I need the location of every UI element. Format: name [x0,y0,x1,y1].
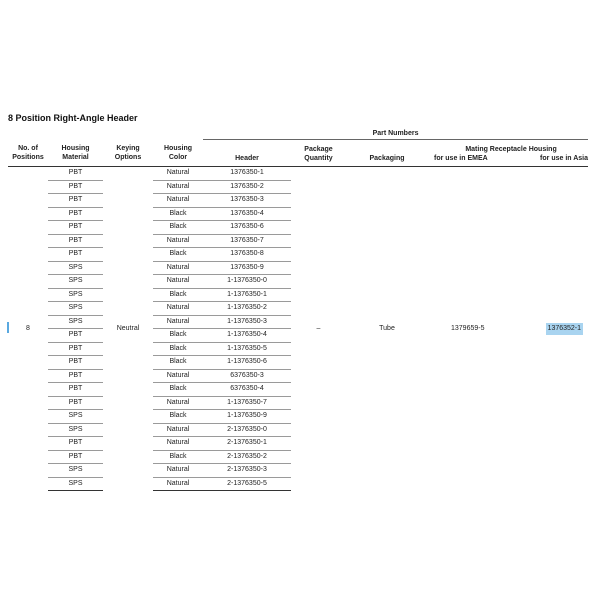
col-header-header: Header [203,140,291,167]
header-part-cell: 1-1376350-4 [203,329,291,343]
material-cell: PBT [48,248,103,262]
col-header-material-line1: Housing [61,145,90,152]
material-cell: SPS [48,423,103,437]
material-cell: SPS [48,288,103,302]
color-cell: Natural [153,167,203,181]
color-cell: Natural [153,464,203,478]
col-header-mating [428,140,588,167]
header-part-cell: 2-1376350-3 [203,464,291,478]
col-header-mating-title: Mating Receptacle Housing [465,146,557,153]
col-header-package-qty-line1: Package [304,146,333,153]
header-part-cell: 1376350-3 [203,194,291,208]
material-cell: SPS [48,261,103,275]
color-cell: Natural [153,423,203,437]
color-cell: Black [153,410,203,424]
col-header-color-line2: Color [168,154,188,161]
color-cell: Black [153,450,203,464]
material-cell: SPS [48,464,103,478]
col-header-asia: for use in Asia [540,155,589,162]
header-part-cell: 1-1376350-2 [203,302,291,316]
col-header-keying [103,127,153,167]
color-cell: Natural [153,369,203,383]
color-cell: Black [153,288,203,302]
material-cell: PBT [48,383,103,397]
color-cell: Natural [153,180,203,194]
header-part-cell: 1-1376350-1 [203,288,291,302]
header-part-cell: 6376350-4 [203,383,291,397]
material-cell: PBT [48,356,103,370]
col-header-color [153,127,203,167]
header-part-cell: 1376350-7 [203,234,291,248]
material-cell: SPS [48,302,103,316]
header-part-cell: 1-1376350-5 [203,342,291,356]
package-qty-cell [291,167,346,491]
material-cell: PBT [48,342,103,356]
header-part-cell: 1376350-8 [203,248,291,262]
color-cell: Natural [153,275,203,289]
mating-values [429,323,587,335]
keying-cell [103,167,153,491]
material-cell: PBT [48,369,103,383]
header-part-cell: 6376350-3 [203,369,291,383]
header-part-cell: 1-1376350-0 [203,275,291,289]
col-header-packaging: Packaging [346,140,428,167]
color-cell: Black [153,221,203,235]
col-header-keying-line2: Options [114,154,142,161]
packaging-cell [346,167,428,491]
material-cell: PBT [48,167,103,181]
material-cell: PBT [48,329,103,343]
col-header-color-line1: Housing [164,145,192,152]
material-cell: SPS [48,410,103,424]
asia-part-number-selected[interactable]: 1376352-1 [546,323,583,335]
material-cell: PBT [48,450,103,464]
part-number-table [8,127,588,491]
header-part-cell: 2-1376350-2 [203,450,291,464]
header-part-cell: 1-1376350-6 [203,356,291,370]
col-header-positions-line2: Positions [12,154,44,161]
color-cell: Natural [153,477,203,491]
header-part-cell: 2-1376350-1 [203,437,291,451]
header-part-cell: 1-1376350-9 [203,410,291,424]
header-part-cell: 1376350-6 [203,221,291,235]
text-cursor-marker [7,322,9,333]
material-cell: PBT [48,221,103,235]
material-cell: PBT [48,396,103,410]
col-header-keying-line1: Keying [116,145,140,152]
header-part-cell: 1376350-4 [203,207,291,221]
color-cell: Natural [153,234,203,248]
keying-cell-value: Neutral [116,324,140,332]
material-cell: PBT [48,234,103,248]
color-cell: Black [153,342,203,356]
header-part-cell: 1376350-2 [203,180,291,194]
material-cell: PBT [48,437,103,451]
table-body [8,167,588,491]
col-header-positions [8,127,48,167]
col-header-package-qty [291,140,346,167]
material-cell: PBT [48,194,103,208]
color-cell: Natural [153,437,203,451]
col-header-material [48,127,103,167]
material-cell: SPS [48,315,103,329]
group-header-part-numbers: Part Numbers [203,127,588,140]
col-header-emea: for use in EMEA [434,155,488,162]
col-header-positions-line1: No. of [18,145,38,152]
emea-part-number: 1379659-5 [451,324,485,332]
header-part-cell: 1376350-9 [203,261,291,275]
col-header-material-line2: Material [62,154,89,161]
col-header-mating-subheaders [434,154,588,163]
positions-cell [8,167,48,491]
color-cell: Black [153,383,203,397]
table-title: 8 Position Right-Angle Header [8,113,138,123]
header-part-cell: 1-1376350-3 [203,315,291,329]
mating-cell [428,167,588,491]
material-cell: PBT [48,180,103,194]
color-cell: Black [153,329,203,343]
header-part-cell: 1376350-1 [203,167,291,181]
header-part-cell: 2-1376350-5 [203,477,291,491]
color-cell: Natural [153,315,203,329]
material-cell: SPS [48,477,103,491]
table-row [8,167,588,181]
col-header-package-qty-line2: Quantity [304,155,333,162]
color-cell: Black [153,356,203,370]
color-cell: Natural [153,261,203,275]
material-cell: SPS [48,275,103,289]
color-cell: Natural [153,396,203,410]
header-part-cell: 2-1376350-0 [203,423,291,437]
header-part-cell: 1-1376350-7 [203,396,291,410]
packaging-cell-value: Tube [379,324,395,332]
color-cell: Natural [153,302,203,316]
color-cell: Black [153,207,203,221]
positions-cell-value: 8 [26,324,30,332]
material-cell: PBT [48,207,103,221]
package-qty-cell-value: – [316,324,321,332]
color-cell: Natural [153,194,203,208]
color-cell: Black [153,248,203,262]
